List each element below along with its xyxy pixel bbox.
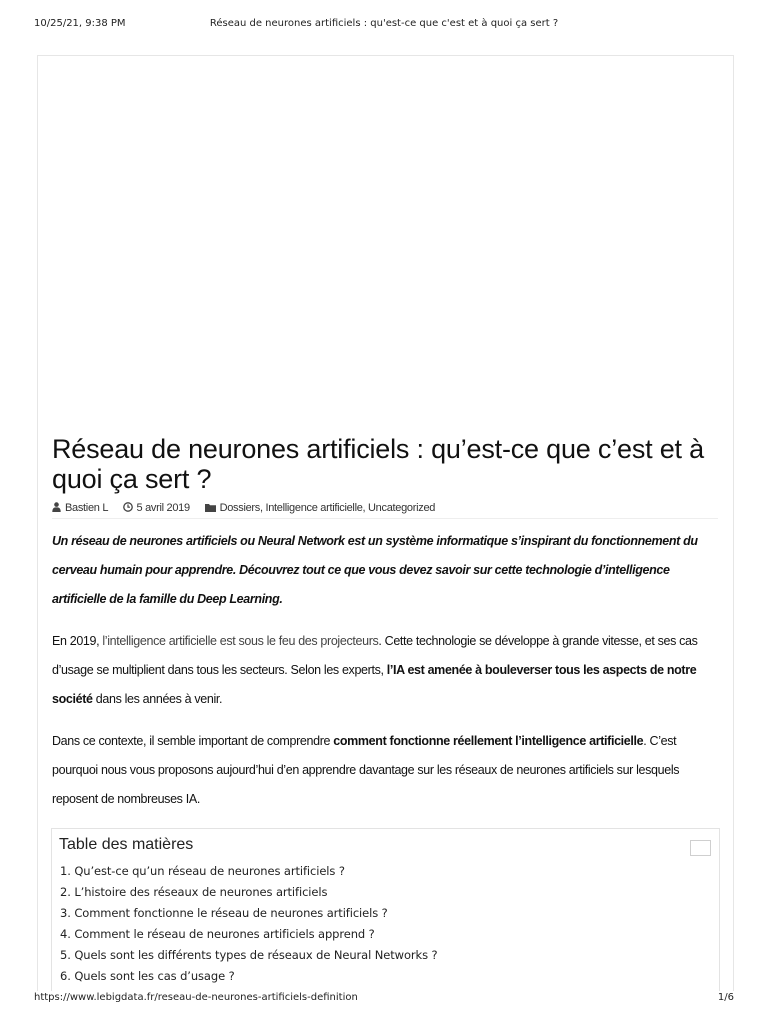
article-card [37,55,734,991]
meta-author[interactable] [52,502,111,514]
clock-icon [123,502,133,512]
toc-item[interactable]: 4. Comment le réseau de neurones artificiels apprend ? [60,927,375,941]
toc-list [60,861,438,987]
publish-date: 5 avril 2019 [136,502,190,514]
article-meta [52,502,718,519]
toc-item[interactable]: 6. Quels sont les cas d’usage ? [60,969,235,983]
toc-toggle-button[interactable] [690,840,711,856]
paragraph-2 [52,727,718,814]
toc-title: Table des matières [59,836,194,853]
meta-date [123,502,193,514]
toc-item[interactable]: 1. Qu’est-ce qu’un réseau de neurones artificiels ? [60,864,345,878]
print-header [0,18,768,32]
hero-image-area [38,56,733,428]
folder-icon [205,503,216,512]
toc-item[interactable]: 2. L’histoire des réseaux de neurones artificiels [60,885,328,899]
user-icon [52,502,61,512]
print-url: https://www.lebigdata.fr/reseau-de-neurones-artificiels-definition [34,992,358,1003]
print-footer [0,992,768,1006]
p1-text-1: En 2019, [52,634,103,648]
article-title: Réseau de neurones artificiels : qu’est-ce que c’est et à quoi ça sert ? [52,434,704,494]
print-datetime: 10/25/21, 9:38 PM [34,18,126,29]
toc-item[interactable]: 3. Comment fonctionne le réseau de neurones artificiels ? [60,906,388,920]
p1-bold: l’IA est amenée à bouleverser tous les aspects de notre société [52,663,697,706]
meta-categories[interactable] [205,502,436,514]
p1-text-2: . Cette technologie se développe à grande vitesse, et ses cas d’usage se multiplient dans tous les secteurs. Selon les experts, [52,634,698,677]
categories-list[interactable]: Dossiers, Intelligence artificielle, Uncategorized [219,502,436,514]
paragraph-1 [52,627,718,714]
table-of-contents [51,828,720,991]
toc-item[interactable]: 5. Quels sont les différents types de réseaux de Neural Networks ? [60,948,438,962]
print-doc-title: Réseau de neurones artificiels : qu'est-ce que c'est et à quoi ça sert ? [209,18,559,29]
article-intro: Un réseau de neurones artificiels ou Neural Network est un système informatique s’inspirant du fonctionnement du cerveau humain pour apprendre. Découvrez tout ce que vous devez savoir sur cette technologie d’intelligence artificielle de la famille du Deep Learning. [52,534,698,606]
p1-link[interactable]: l’intelligence artificielle est sous le feu des projecteurs [102,634,379,648]
print-page-number: 1/6 [717,992,734,1003]
p2-text-1: Dans ce contexte, il semble important de comprendre [52,734,334,748]
p2-text-2: . C’est pourquoi nous vous proposons aujourd’hui d’en apprendre davantage sur les réseaux de neurones artificiels sur lesquels reposent de nombreuses IA. [52,734,680,806]
author-name: Bastien L [65,502,108,514]
p1-text-3: dans les années à venir. [92,692,223,706]
p2-bold: comment fonctionne réellement l’intelligence artificielle [333,734,644,748]
